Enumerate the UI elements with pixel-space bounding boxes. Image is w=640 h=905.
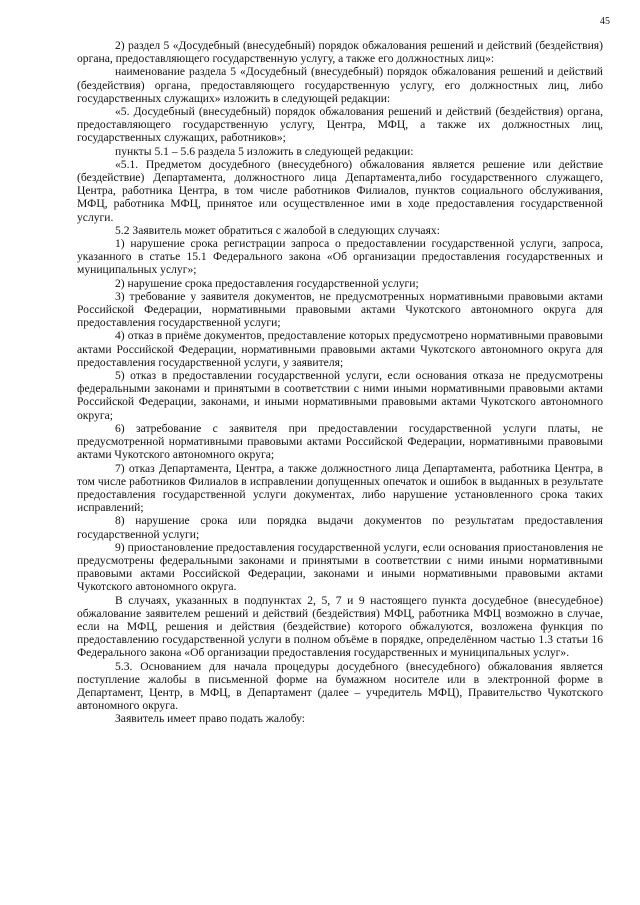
list-item-8: 8) нарушение срока или порядка выдачи документов по результатам предоставления государственной услуги; (77, 514, 603, 541)
paragraph-5-1: «5.1. Предметом досудебного (внесудебного) обжалования является решение или действие (бездействие) Департамента, должностного лица Департамента,либо государственного служащего, Центра, работника Центра, в том числе работников Филиалов, пунктов социального обслуживания, МФЦ, работника МФЦ, принятое или осуществленное ими в ходе предоставления государственной услуги. (77, 157, 603, 224)
paragraph-5-3: 5.3. Основанием для начала процедуры досудебного (внесудебного) обжалования является поступление жалобы в письменной форме на бумажном носителе или в электронной форме в Департамент, Центр, в МФЦ, в Департамент (далее – учредитель МФЦ), Правительство Чукотского автономного округа. (77, 659, 603, 713)
paragraph-points-change: пункты 5.1 – 5.6 раздела 5 изложить в следующей редакции: (115, 144, 414, 158)
paragraph-right-to-complain: Заявитель имеет право подать жалобу: (115, 712, 306, 726)
paragraph-new-section-title: «5. Досудебный (внесудебный) порядок обжалования решений и действий (бездействия) органа, предоставляющего государственную услугу, Центра, МФЦ, а также их должностных лиц, государственных служащих, работников»; (77, 105, 603, 145)
list-item-9: 9) приостановление предоставления государственной услуги, если основания приостановления не предусмотрены федеральными законами и принятыми в соответствии с ними иными нормативными правовыми актами Российской Федерации, законами и иными нормативными правовыми актами Чукотского автономного округа. (77, 540, 603, 594)
page-number: 45 (600, 16, 610, 27)
list-item-3: 3) требование у заявителя документов, не предусмотренных нормативными правовыми актами Российской Федерации, нормативными правовыми актами Чукотского автономного округа для предоставления государственной услуги; (77, 289, 603, 330)
list-item-6: 6) затребование с заявителя при предоставлении государственной услуги платы, не предусмотренной нормативными правовыми актами Российской Федерации, нормативными правовыми актами Чукотского автономного округа; (77, 421, 603, 462)
paragraph-5-2: 5.2 Заявитель может обратиться с жалобой в следующих случаях: (115, 223, 440, 237)
paragraph-mfc-cases: В случаях, указанных в подпунктах 2, 5, 7 и 9 настоящего пункта досудебное (внесудебное) обжалование заявителем решений и действий (бездействия) МФЦ, работника МФЦ возможно в случае, если на МФЦ, решения и действия (бездействие) которого обжалуются, возложена функция по предоставлению государственной услуги в полном объёме в порядке, определённом частью 1.3 статьи 16 Федерального закона «Об организации предоставления государственных и муниципальных услуг». (77, 593, 603, 660)
list-item-1: 1) нарушение срока регистрации запроса о предоставлении государственной услуги, запроса, указанного в статье 15.1 Федерального закона «Об организации предоставления государственных и муниципальных услуг»; (77, 237, 603, 277)
paragraph-amend-section5: 2) раздел 5 «Досудебный (внесудебный) порядок обжалования решений и действий (бездействия) органа, предоставляющего государственную услугу, а также его должностных лиц»: (77, 39, 603, 66)
list-item-7: 7) отказ Департамента, Центра, а также должностного лица Департамента, работника Центра, в том числе работников Филиалов в исправлении допущенных опечаток и ошибок в выданных в результате предоставления государственной услуги документах, либо нарушение установленного срока таких исправлений; (77, 461, 603, 515)
list-item-2: 2) нарушение срока предоставления государственной услуги; (115, 276, 419, 290)
list-item-5: 5) отказ в предоставлении государственной услуги, если основания отказа не предусмотрены федеральными законами и принятыми в соответствии с ними иными нормативными правовыми актами Российской Федерации, законами, и иными нормативными правовыми актами Чукотского автономного округа; (77, 369, 603, 422)
paragraph-section-title-change: наименование раздела 5 «Досудебный (внесудебный) порядок обжалования решений и действий (бездействия) органа, предоставляющего государственную услугу, его должностных лиц, либо государственных служащих» изложить в следующей редакции: (77, 65, 603, 105)
list-item-4: 4) отказ в приёме документов, предоставление которых предусмотрено нормативными правовыми актами Российской Федерации, нормативными правовыми актами Чукотского автономного округа для предоставления государственной услуги, у заявителя; (77, 329, 603, 369)
document-body (77, 39, 603, 726)
